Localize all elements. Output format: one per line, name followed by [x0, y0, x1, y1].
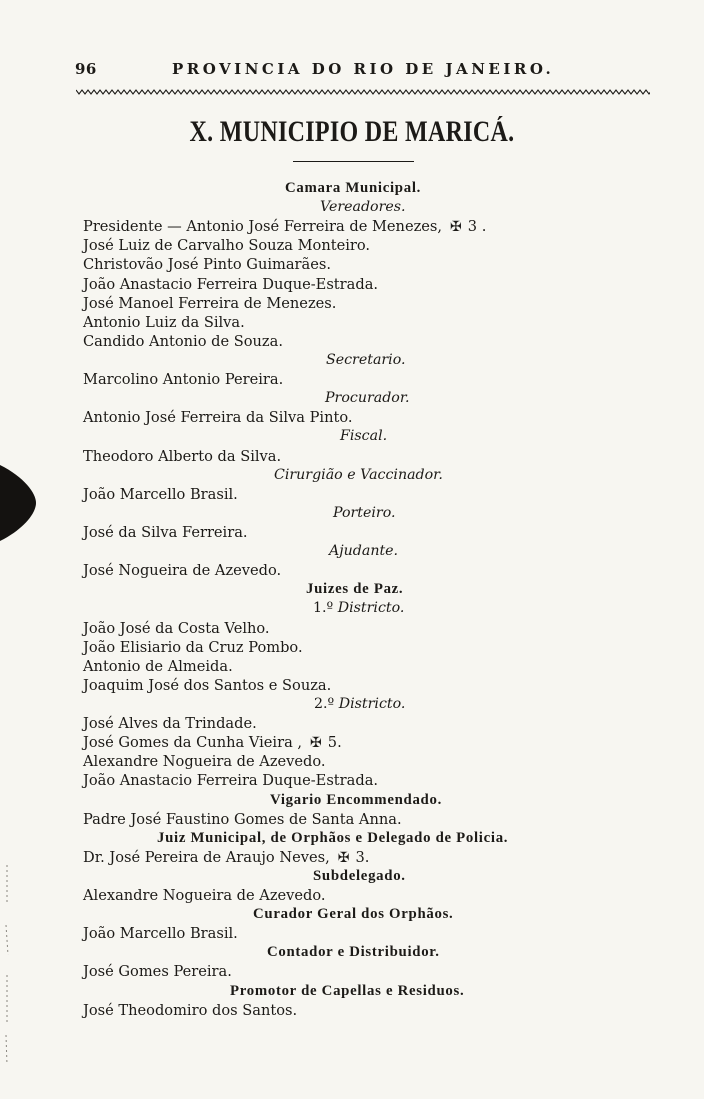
vereador-6: Candido Antonio de Souza.	[83, 332, 283, 350]
juizes-heading: Juizes de Paz.	[306, 581, 404, 598]
presidente-suffix: 3 .	[467, 218, 487, 236]
juiz-text: Dr. José Pereira de Araujo Neves,	[83, 848, 330, 866]
fiscal-label: Fiscal.	[340, 428, 388, 445]
chapter-title: X. MUNICIPIO DE MARICÁ.	[189, 116, 515, 149]
title-rule	[293, 161, 414, 162]
order-cross-icon: ✠	[450, 219, 462, 236]
vereadores-label: Vereadores.	[320, 199, 406, 216]
secretario-label: Secretario.	[326, 351, 406, 368]
distrito2-judge-2-text: José Gomes da Cunha Vieira ,	[83, 734, 303, 752]
vereador-4: José Manoel Ferreira de Menezes.	[83, 294, 337, 312]
page-edge-tab-mark	[0, 463, 36, 543]
distrito2-label	[0, 695, 704, 714]
distrito2-judge-2	[0, 733, 704, 752]
vereador-3: João Anastacio Ferreira Duque-Estrada.	[83, 275, 379, 293]
order-cross-icon: ✠	[310, 735, 322, 752]
contador-heading: Contador e Distribuidor.	[267, 944, 440, 961]
ornamental-rule	[76, 88, 650, 96]
contador-name: José Gomes Pereira.	[83, 963, 232, 981]
camara-heading: Camara Municipal.	[285, 180, 422, 196]
ajudante-name: José Nogueira de Azevedo.	[83, 562, 282, 580]
secretario-name: Marcolino Antonio Pereira.	[83, 371, 284, 389]
distrito1-judge-4: Joaquim José dos Santos e Souza.	[83, 676, 332, 694]
presidente-line	[0, 217, 704, 236]
distrito2-number: 2.º	[314, 695, 335, 712]
distrito1-judge-1: João José da Costa Velho.	[83, 619, 270, 637]
distrito2-judge-2-suffix: 5.	[327, 734, 342, 752]
distrito1-judge-3: Antonio de Almeida.	[83, 657, 233, 675]
curador-name: João Marcello Brasil.	[83, 925, 238, 943]
porteiro-label: Porteiro.	[333, 504, 396, 521]
cirurgiao-name: João Marcello Brasil.	[83, 485, 238, 503]
fiscal-name: Theodoro Alberto da Silva.	[83, 447, 282, 465]
ajudante-label: Ajudante.	[329, 543, 399, 560]
document-body	[0, 179, 704, 1020]
juiz-line	[0, 848, 704, 867]
procurador-name: Antonio José Ferreira da Silva Pinto.	[83, 409, 353, 427]
vereador-1: José Luiz de Carvalho Souza Monteiro.	[83, 237, 371, 255]
juiz-suffix: 3.	[355, 848, 370, 866]
vigario-heading: Vigario Encommendado.	[270, 791, 442, 808]
cirurgiao-label: Cirurgião e Vaccinador.	[274, 466, 443, 483]
distrito2-judge-3: Alexandre Nogueira de Azevedo.	[83, 753, 326, 771]
distrito1-judge-2: João Elisiario da Cruz Pombo.	[83, 638, 303, 656]
distrito2-judge-4: João Anastacio Ferreira Duque-Estrada.	[83, 772, 379, 790]
promotor-heading: Promotor de Capellas e Residuos.	[230, 982, 465, 999]
promotor-name: José Theodomiro dos Santos.	[83, 1001, 298, 1019]
distrito1-number: 1.º	[313, 600, 334, 617]
presidente-text: Presidente — Antonio José Ferreira de Menezes,	[83, 218, 443, 236]
subdelegado-heading: Subdelegado.	[313, 867, 406, 884]
order-cross-icon: ✠	[337, 849, 350, 866]
subdelegado-name: Alexandre Nogueira de Azevedo.	[83, 887, 326, 905]
distrito2-judge-1: José Alves da Trindade.	[83, 715, 257, 733]
procurador-label: Procurador.	[325, 390, 410, 407]
porteiro-name: José da Silva Ferreira.	[83, 523, 248, 541]
vereador-2: Christovão José Pinto Guimarães.	[83, 256, 332, 274]
vigario-name: Padre José Faustino Gomes de Santa Anna.	[83, 810, 402, 828]
distrito1-word: Districto.	[337, 600, 405, 617]
vereador-5: Antonio Luiz da Silva.	[83, 313, 245, 331]
distrito2-word: Districto.	[338, 695, 406, 712]
distrito1-label	[0, 599, 704, 618]
page-number: 96	[75, 60, 97, 78]
page-edge-speckle	[4, 865, 10, 1065]
juiz-heading: Juiz Municipal, de Orphãos e Delegado de Policia.	[157, 829, 509, 846]
curador-heading: Curador Geral dos Orphãos.	[253, 906, 454, 923]
running-head: PROVINCIA DO RIO DE JANEIRO.	[172, 60, 555, 78]
